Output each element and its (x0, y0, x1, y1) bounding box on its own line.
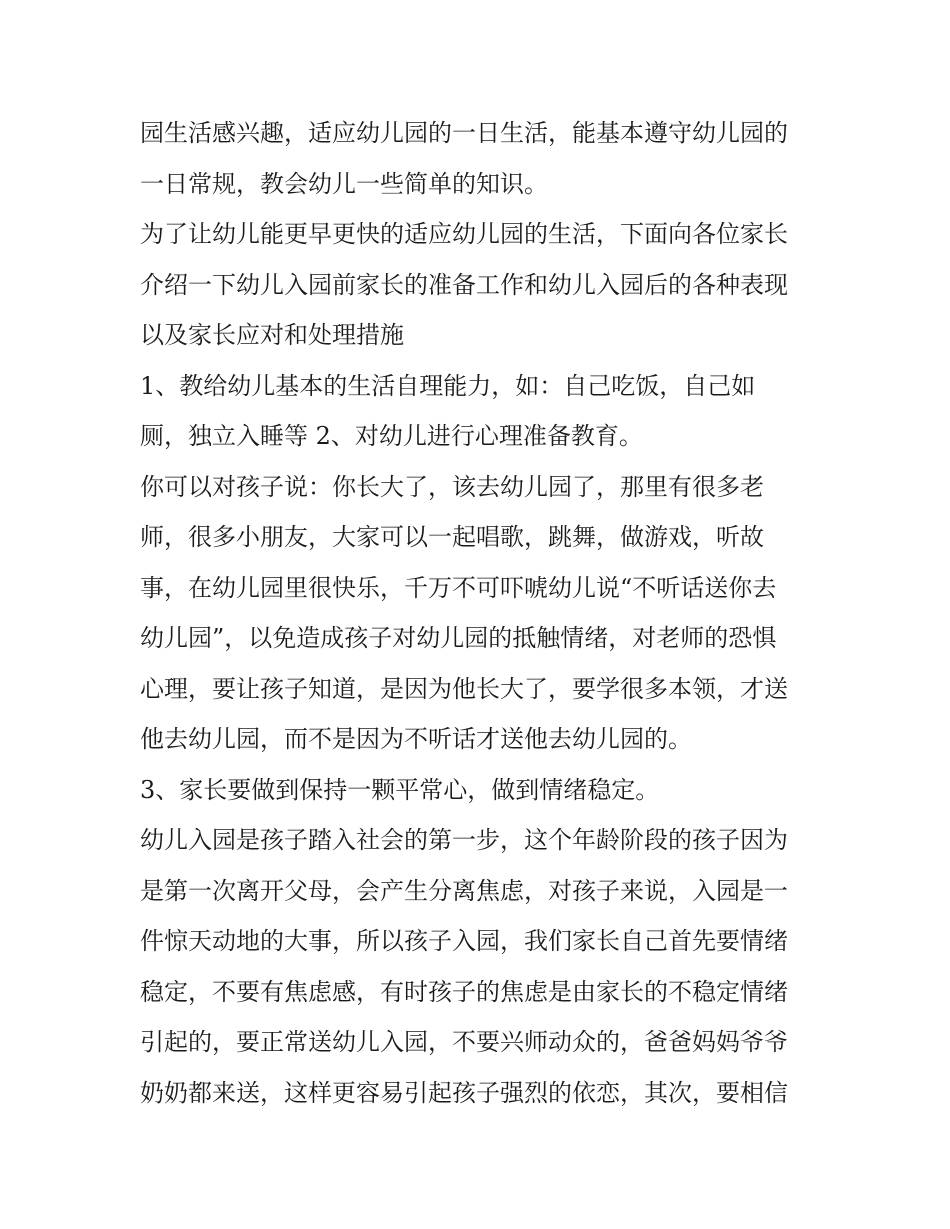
text-line: 师，很多小朋友，大家可以一起唱歌，跳舞，做游戏，听故 (140, 523, 764, 551)
text-line: 1、教给幼儿基本的生活自理能力，如：自己吃饭，自己如 (140, 371, 756, 400)
text-line: 幼儿入园是孩子踏入社会的第一步，这个年龄阶段的孩子因为 (140, 826, 788, 854)
text-line: 事，在幼儿园里很快乐，千万不可吓唬幼儿说“不听话送你去 (140, 573, 777, 602)
text-line: 厕，独立入睡等 2、对幼儿进行心理准备教育。 (140, 422, 643, 450)
text-line: 稳定，不要有焦虑感，有时孩子的焦虑是由家长的不稳定情绪 (140, 977, 788, 1006)
text-line: 引起的，要正常送幼儿入园，不要兴师动众的，爸爸妈妈爷爷 (140, 1028, 788, 1056)
text-line: 件惊天动地的大事，所以孩子入园，我们家长自己首先要情绪 (140, 927, 788, 955)
text-line: 一日常规，教会幼儿一些简单的知识。 (140, 169, 548, 198)
document-body (140, 108, 820, 1118)
text-line: 奶奶都来送，这样更容易引起孩子强烈的依恋，其次，要相信 (140, 1078, 788, 1107)
text-line: 幼儿园”，以免造成孩子对幼儿园的抵触情绪，对老师的恐惧 (140, 624, 777, 652)
text-line: 心理，要让孩子知道，是因为他长大了，要学很多本领，才送 (140, 674, 788, 703)
text-line: 3、家长要做到保持一颗平常心，做到情绪稳定。 (140, 775, 660, 804)
text-line: 为了让幼儿能更早更快的适应幼儿园的生活，下面向各位家长 (140, 220, 788, 248)
text-line: 园生活感兴趣，适应幼儿园的一日生活，能基本遵守幼儿园的 (140, 119, 788, 147)
text-line: 介绍一下幼儿入园前家长的准备工作和幼儿入园后的各种表现 (140, 270, 788, 299)
text-line: 你可以对孩子说：你长大了，该去幼儿园了，那里有很多老 (140, 472, 764, 501)
text-line: 他去幼儿园，而不是因为不听话才送他去幼儿园的。 (140, 725, 692, 753)
text-line: 是第一次离开父母，会产生分离焦虑，对孩子来说，入园是一 (140, 876, 788, 905)
text-line: 以及家长应对和处理措施 (140, 321, 404, 349)
